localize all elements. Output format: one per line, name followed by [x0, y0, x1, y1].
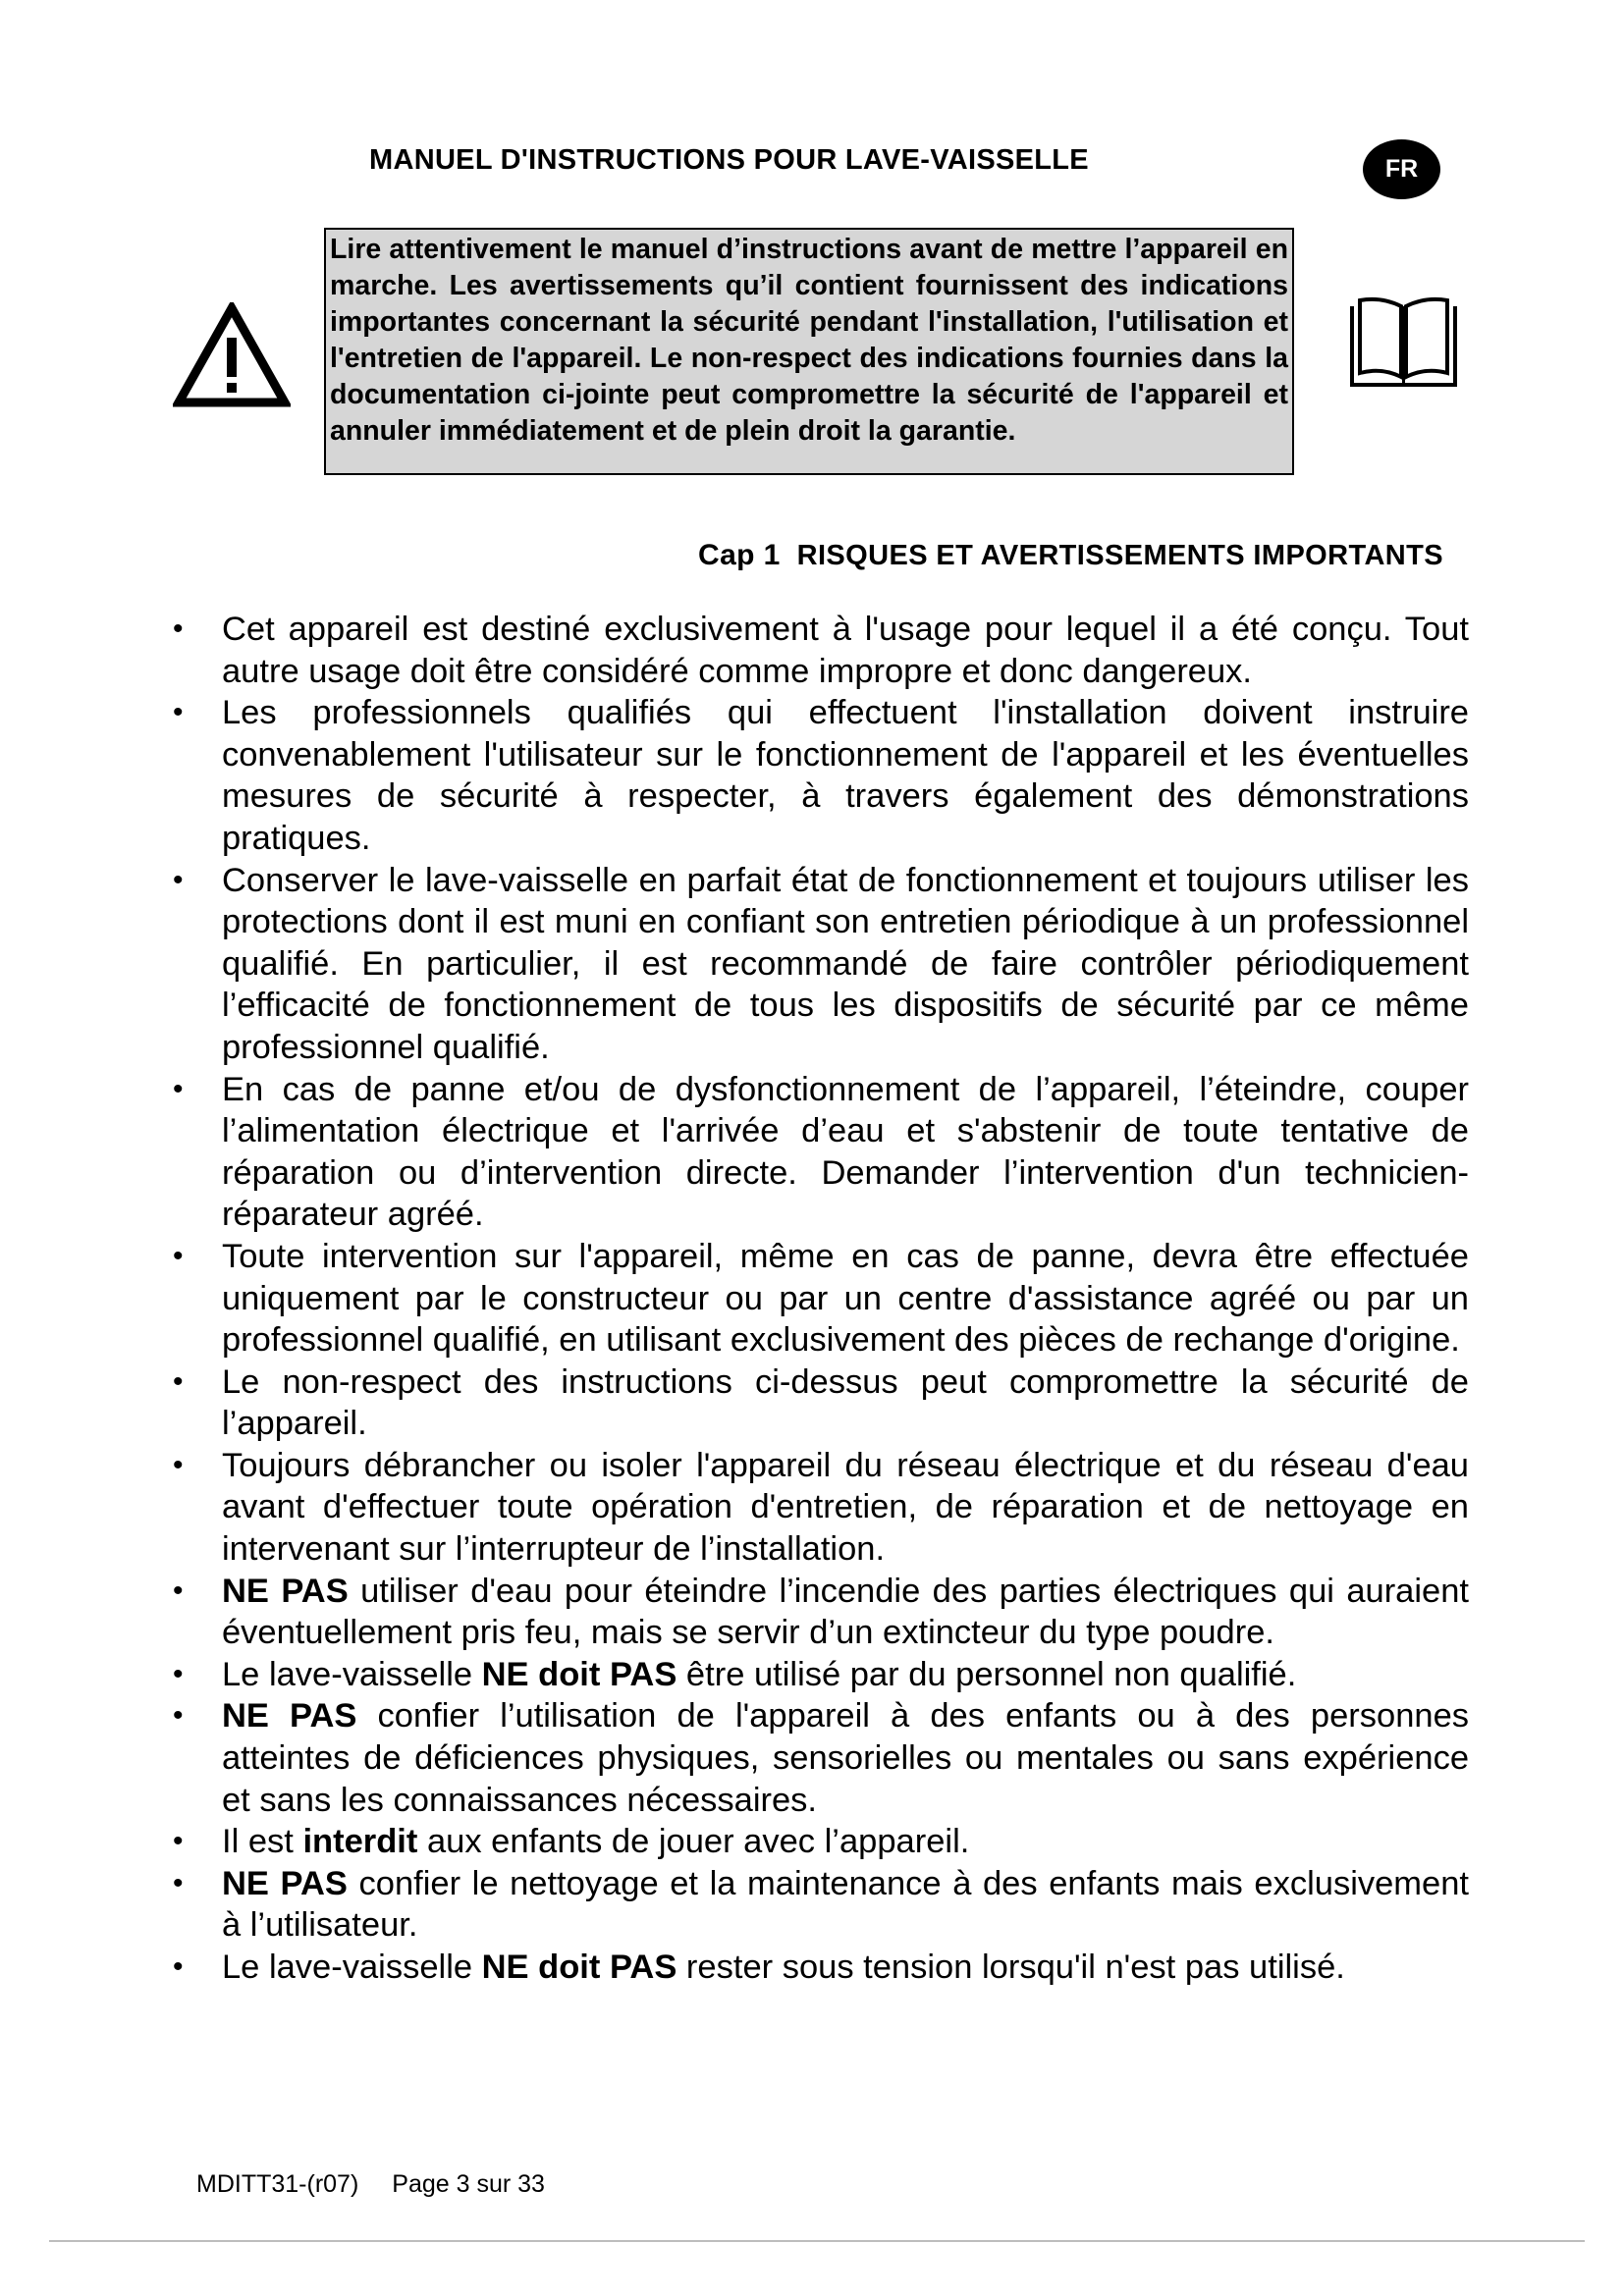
document-code: MDITT31-(r07): [196, 2170, 359, 2198]
bullet-icon: •: [173, 1657, 184, 1690]
list-item: • Le lave-vaisselle NE doit PAS être utilisé par du personnel non qualifié.: [173, 1654, 1469, 1696]
list-item: • Conserver le lave-vaisselle en parfait état de fonctionnement et toujours utiliser les protections dont il est muni en confiant son entretien périodique à un professionnel qualifié. En particulier, il est recommandé de faire contrôler périodiquement l’efficacité de fonctionnement de tous les dispositifs de sécurité par ce même professionnel qualifié.: [173, 861, 1469, 1066]
warning-triangle-icon: [173, 302, 291, 408]
safety-notice-text: Lire attentivement le manuel d’instructions avant de mettre l’appareil en marche. Les avertissements qu’il contient fournissent des indications importantes concernant la sécurité pendant l'installation, l'utilisation et l'entretien de l'appareil. Le non-respect des indications fournies dans la documentation ci-jointe peut compromettre la sécurité de l'appareil et annuler immédiatement et de plein droit la garantie.: [330, 234, 1288, 447]
bullet-icon: •: [173, 1239, 184, 1272]
list-item: • Il est interdit aux enfants de jouer avec l’appareil.: [173, 1821, 1469, 1863]
list-item: • Le non-respect des instructions ci-dessus peut compromettre la sécurité de l’appareil.: [173, 1362, 1469, 1443]
list-item: • Toujours débrancher ou isoler l'appareil du réseau électrique et du réseau d'eau avant d'effectuer toute opération d'entretien, de réparation et de nettoyage en intervenant sur l’interrupteur de l’installation.: [173, 1446, 1469, 1569]
list-item: • Toute intervention sur l'appareil, même en cas de panne, devra être effectuée uniquement par le constructeur ou par un centre d'assistance agréé ou par un professionnel qualifié, en utilisant exclusivement des pièces de rechange d'origine.: [173, 1237, 1469, 1360]
emphasis: NE doit PAS: [481, 1655, 677, 1693]
list-item: • En cas de panne et/ou de dysfonctionnement de l’appareil, l’éteindre, couper l’alimentation électrique et l'arrivée d’eau et s'abstenir de toute tentative de réparation ou d’intervention directe. Demander l’intervention d'un technicien-réparateur agréé.: [173, 1070, 1469, 1234]
bullet-icon: •: [173, 1866, 184, 1899]
open-book-icon: [1346, 296, 1461, 395]
bullet-icon: •: [173, 1574, 184, 1607]
bullet-icon: •: [173, 696, 184, 729]
bullet-icon: •: [173, 863, 184, 896]
bullet-icon: •: [173, 1072, 184, 1105]
emphasis: NE PAS: [222, 1572, 349, 1610]
list-item: • NE PAS confier l’utilisation de l'appareil à des enfants ou à des personnes atteintes de déficiences physiques, sensorielles ou mentales ou sans expérience et sans les connaissances nécessaires.: [173, 1697, 1470, 1819]
safety-rules-list: [173, 609, 1469, 1989]
emphasis: interdit: [302, 1823, 418, 1861]
list-item: • Le lave-vaisselle NE doit PAS rester sous tension lorsqu'il n'est pas utilisé.: [173, 1947, 1469, 1989]
list-item: • Les professionnels qualifiés qui effectuent l'installation doivent instruire convenablement l'utilisateur sur le fonctionnement de l'appareil et les éventuelles mesures de sécurité à respecter, à travers également des démonstrations pratiques.: [173, 694, 1469, 857]
bullet-icon: •: [173, 1364, 184, 1398]
bullet-icon: •: [173, 1825, 184, 1858]
footer-divider: [49, 2240, 1585, 2242]
list-item: • Cet appareil est destiné exclusivement à l'usage pour lequel il a été conçu. Tout autre usage doit être considéré comme impropre et donc dangereux.: [173, 611, 1469, 690]
bullet-icon: •: [173, 1950, 184, 1983]
page-number: Page 3 sur 33: [392, 2170, 545, 2198]
page-footer: [196, 2170, 545, 2199]
emphasis: NE PAS: [222, 1697, 357, 1735]
chapter-number: Cap 1: [698, 539, 781, 571]
document-title: MANUEL D'INSTRUCTIONS POUR LAVE-VAISSELLE: [369, 144, 1089, 176]
language-badge: FR: [1363, 139, 1440, 199]
chapter-title: RISQUES ET AVERTISSEMENTS IMPORTANTS: [796, 540, 1443, 571]
bullet-icon: •: [173, 1699, 184, 1733]
bullet-icon: •: [173, 1448, 184, 1481]
bullet-icon: •: [173, 613, 184, 645]
safety-notice-box: [324, 228, 1294, 475]
emphasis: NE PAS: [222, 1864, 348, 1902]
section-heading: [698, 539, 1443, 572]
list-item: • NE PAS utiliser d'eau pour éteindre l’incendie des parties électriques qui auraient éventuellement pris feu, mais se servir d’un extincteur du type poudre.: [173, 1572, 1469, 1652]
emphasis: NE doit PAS: [481, 1949, 677, 1986]
list-item: • NE PAS confier le nettoyage et la maintenance à des enfants mais exclusivement à l’utilisateur.: [173, 1864, 1469, 1945]
